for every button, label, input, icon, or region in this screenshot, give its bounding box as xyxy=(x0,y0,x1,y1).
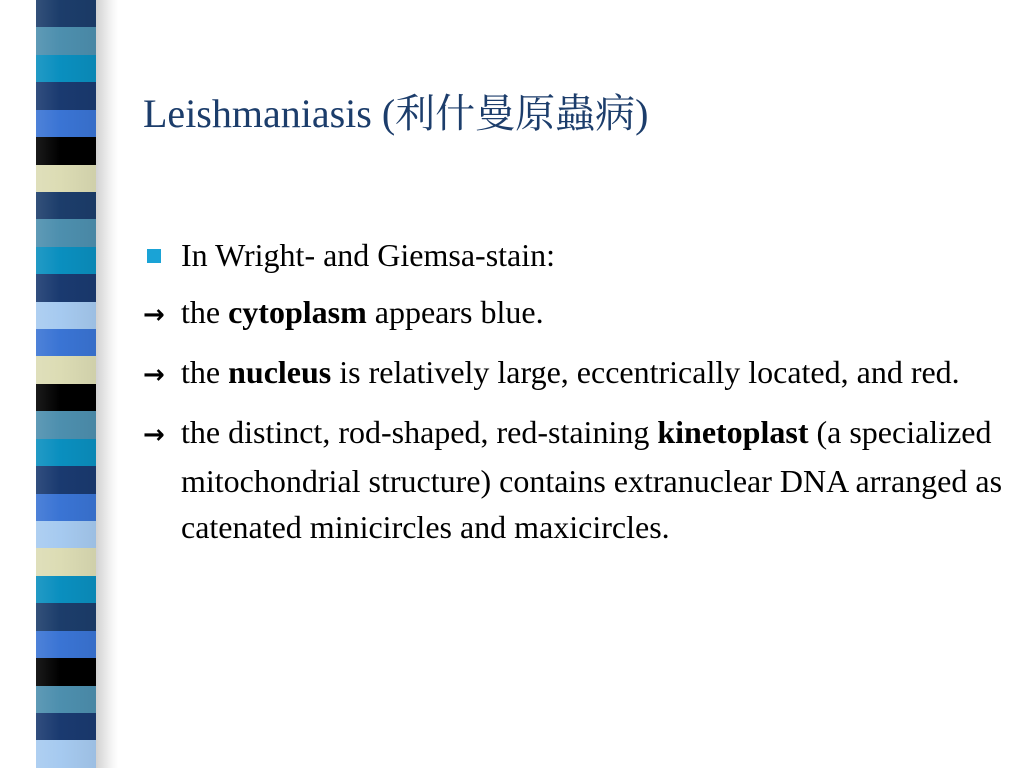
stripe-segment xyxy=(36,247,96,274)
stripe-segment xyxy=(36,658,96,685)
slide-content xyxy=(143,232,1003,561)
stripe-shadow xyxy=(96,0,118,768)
decorative-stripe xyxy=(36,0,96,768)
item-text-before: the xyxy=(173,294,229,330)
stripe-segment xyxy=(36,165,96,192)
item-bold-term: nucleus xyxy=(228,354,332,390)
stripe-segment xyxy=(36,411,96,438)
stripe-segment xyxy=(36,631,96,658)
arrow-item-kinetoplast xyxy=(143,409,1003,550)
stripe-segment xyxy=(36,110,96,137)
right-arrow-icon: → xyxy=(143,300,165,330)
stripe-segment xyxy=(36,603,96,630)
stripe-segment xyxy=(36,713,96,740)
stripe-segment xyxy=(36,55,96,82)
arrow-item-nucleus xyxy=(143,349,1003,398)
item-text-after: appears blue. xyxy=(366,294,544,330)
right-arrow-icon: → xyxy=(143,420,165,450)
stripe-segment xyxy=(36,329,96,356)
item-bold-term: kinetoplast xyxy=(657,414,809,450)
stripe-segment xyxy=(36,521,96,548)
bullet-intro-text: In Wright- and Giemsa-stain: xyxy=(181,237,556,273)
stripe-segment xyxy=(36,548,96,575)
item-text-before: the distinct, rod-shaped, red-staining xyxy=(173,414,658,450)
stripe-segment xyxy=(36,274,96,301)
stripe-segment xyxy=(36,192,96,219)
stripe-segment xyxy=(36,356,96,383)
item-text-before: the xyxy=(173,354,229,390)
stripe-segment xyxy=(36,82,96,109)
stripe-segment xyxy=(36,0,96,27)
stripe-segment xyxy=(36,302,96,329)
stripe-segment xyxy=(36,740,96,767)
bullet-intro xyxy=(143,232,1003,278)
stripe-segment xyxy=(36,576,96,603)
stripe-segment xyxy=(36,494,96,521)
right-arrow-icon: → xyxy=(143,360,165,390)
square-bullet-icon xyxy=(147,249,161,263)
item-text-after: is relatively large, eccentrically located, and red. xyxy=(331,354,960,390)
item-text-after: (a specialized mitochondrial structure) contains extranuclear DNA arranged as catenated minicircles and maxicircles. xyxy=(181,414,1003,545)
item-bold-term: cytoplasm xyxy=(228,294,367,330)
arrow-item-cytoplasm xyxy=(143,289,1003,338)
stripe-segment xyxy=(36,384,96,411)
stripe-segment xyxy=(36,219,96,246)
stripe-segment xyxy=(36,686,96,713)
stripe-segment xyxy=(36,137,96,164)
stripe-segment xyxy=(36,27,96,54)
stripe-segment xyxy=(36,439,96,466)
slide-title: Leishmaniasis (利什曼原蟲病) xyxy=(143,91,649,136)
stripe-segment xyxy=(36,466,96,493)
